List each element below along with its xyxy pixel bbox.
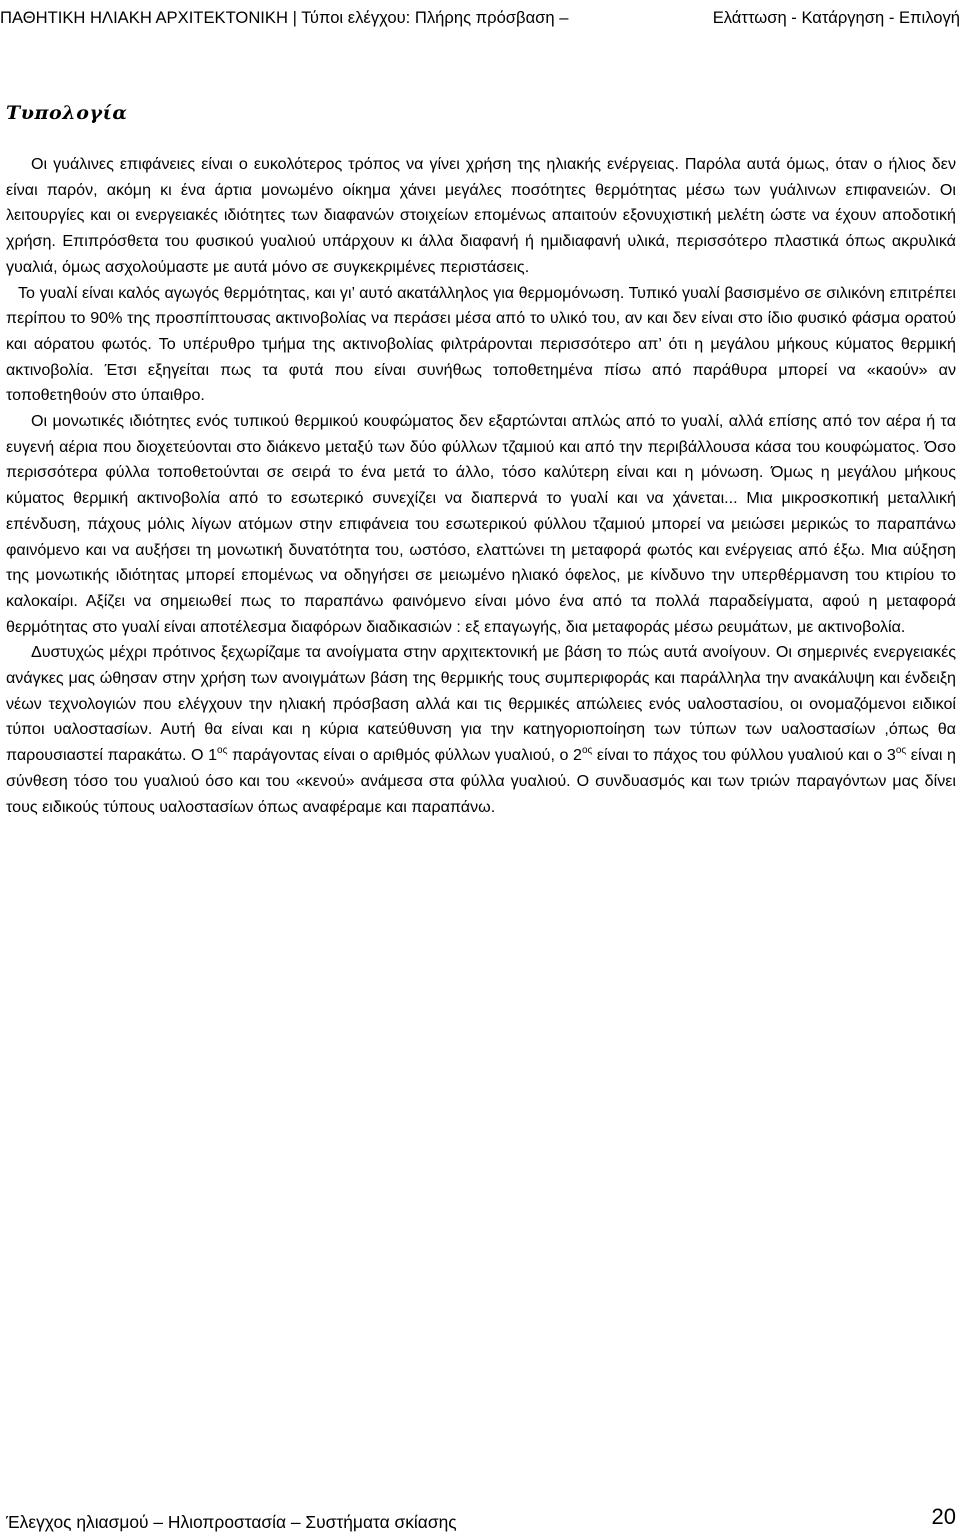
ordinal-suffix: ος xyxy=(217,745,228,757)
paragraph-glass-conductivity: Το γυαλί είναι καλός αγωγός θερμότητας, και γι’ αυτό ακατάλληλος για θερμομόνωση. Τυπικό γυαλί βασισμένο σε σιλικόνη επιτρέπει περίπου το 90% της προσπίπτουσας ακτινοβολίας να περάσει μέσα από το υλικό του, αν και δεν είναι στο ίδιο φυσικό φάσμα ορατού και αόρατου φωτός. Το υπέρυθρο τμήμα της ακτινοβολίας φιλτράρονται περισσότερο απ’ ότι η μεγάλου μήκους κύματος θερμική ακτινοβολία. Έτσι εξηγείται πως τα φυτά που είναι συνήθως τοποθετημένα πίσω από παράθυρα μπορεί να «καούν» αν τοποθετηθούν στο ύπαιθρο. xyxy=(6,283,956,405)
paragraph-glazing-types-text-3: είναι το πάχος του φύλλου γυαλιού και ο 3 xyxy=(592,746,896,765)
header-chapter-title: Τύποι ελέγχου: Πλήρης πρόσβαση – xyxy=(301,8,569,27)
header-separator: | xyxy=(292,8,297,27)
section-title: Τυπολογία xyxy=(6,102,128,124)
paragraph-glazing-types-text-4: είναι η σύνθεση τόσο του γυαλιού όσο και του «κενού» ανάμεσα στα φύλλα γυαλιού. Ο συνδυασμός και των τριών παραγόντων μας δίνει τους ειδικούς τύπους υαλοστασίων όπως αναφέραμε και παραπάνω. xyxy=(6,746,956,816)
running-footer xyxy=(6,1504,956,1536)
footer-title: Έλεγχος ηλιασμού – Ηλιοπροστασία – Συστήματα σκίασης xyxy=(6,1512,457,1532)
header-document-title: ΠΑΘΗΤΙΚΗ ΗΛΙΑΚΗ ΑΡΧΙΤΕΚΤΟΝΙΚΗ xyxy=(0,8,288,27)
running-header xyxy=(0,4,960,32)
paragraph-glass-surfaces: Οι γυάλινες επιφάνειες είναι ο ευκολότερος τρόπος να γίνει χρήση της ηλιακής ενέργειας. Παρόλα αυτά όμως, όταν ο ήλιος δεν είναι παρόν, ακόμη κι ένα άρτια μονωμένο οίκημα χάνει μεγάλες ποσότητες θερμότητας μέσω των γυάλινων επιφανειών. Οι λειτουργίες και οι ενεργειακές ιδιότητες των διαφανών στοιχείων επομένως απαιτούν εξονυχιστική μελέτη ώστε να έχουν αποδοτική χρήση. Επιπρόσθετα του φυσικού γυαλιού υπάρχουν κι άλλα διαφανή ή ημιδιαφανή υλικά, περισσότερο πλαστικά όπως ακρυλικά γυαλιά, όμως ασχολούμαστε με αυτά μόνο σε συγκεκριμένες περιστάσεις. xyxy=(6,155,956,276)
paragraph-insulating-properties: Οι μονωτικές ιδιότητες ενός τυπικού θερμικού κουφώματος δεν εξαρτώνται απλώς από το γυαλί, αλλά επίσης από τον αέρα ή τα ευγενή αέρια που διοχετεύονται στο διάκενο μεταξύ των δύο φύλλων τζαμιού και από την περιβάλλουσα κάσα του κουφώματος. Όσο περισσότερα φύλλα τοποθετούνται σε σειρά το ένα μετά το άλλο, τόσο καλύτερη είναι και η μόνωση. Όμως η μεγάλου μήκους κύματος θερμική ακτινοβολία από το εσωτερικό συνεχίζει να διαπερνά το γυαλί και να χάνεται... Μια μικροσκοπική μεταλλική επένδυση, πάχους μόλις λίγων ατόμων στην επιφάνεια του εσωτερικού φύλλου τζαμιού μπορεί να μειώσει μερικώς το παραπάνω φαινόμενο και να αυξήσει τη μονωτική δυνατότητα του, ωστόσο, ελαττώνει τη μεταφορά φωτός και ενέργειας από έξω. Μια αύξηση της μονωτικής ιδιότητας μπορεί επομένως να οδηγήσει σε μειωμένο ηλιακό όφελος, με κίνδυνο την υπερθέρμανση του κτιρίου το καλοκαίρι. Αξίζει να σημειωθεί πως το παραπάνω φαινόμενο είναι μόνο ένα από τα πολλά παραδείγματα, αφού η μεταφορά θερμότητας στο γυαλί είναι αποτέλεσμα διαφόρων διαδικασιών : εξ επαγωγής, δια μεταφοράς μέσω ρευμάτων, με ακτινοβολία. xyxy=(6,412,956,636)
paragraph-glazing-types-text-1: Δυστυχώς μέχρι πρότινος ξεχωρίζαμε τα ανοίγματα στην αρχιτεκτονική με βάση το πώς αυτά ανοίγουν. Οι σημερινές ενεργειακές ανάγκες μας ώθησαν στην χρήση των ανοιγμάτων βάση της θερμικής τους συμπεριφοράς και παράλληλα την ανακάλυψη και ένδειξη νέων τεχνολογιών που ελέγχουν την ηλιακή πρόσβαση αλλά και τις θερμικές απώλειες ενός υαλοστασίου, οι ονομαζόμενοι ειδικοί τύποι υαλοστασίων. Αυτή θα είναι και η κύρια κατεύθυνση για την κατηγοριοποίηση των τύπων των υαλοστασίων ,όπως θα παρουσιαστεί παρακάτω. Ο 1 xyxy=(6,643,956,765)
ordinal-suffix: ος xyxy=(895,745,907,757)
page-number: 20 xyxy=(931,1504,956,1529)
paragraph-glazing-types-text-2: παράγοντας είναι ο αριθμός φύλλων γυαλιού, ο 2 xyxy=(227,746,582,765)
body-text xyxy=(6,152,956,820)
ordinal-suffix: ος xyxy=(581,745,593,757)
header-section-list: Ελάττωση - Κατάργηση - Επιλογή xyxy=(712,8,960,27)
paragraph-glazing-types xyxy=(6,640,956,820)
